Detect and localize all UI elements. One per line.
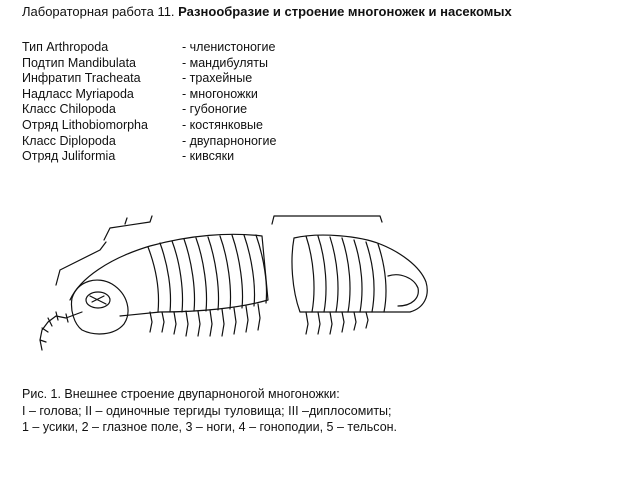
millipede-figure xyxy=(0,205,640,375)
taxonomy-row xyxy=(22,71,276,87)
taxon-latin: Инфратип Tracheata xyxy=(22,71,141,86)
taxon-russian: - трахейные xyxy=(182,71,253,86)
taxon-russian: - членистоногие xyxy=(182,40,276,54)
caption-line: 1 – усики, 2 – глазное поле, 3 – ноги, 4 – гонопoдии, 5 – тельсон. xyxy=(22,420,398,434)
telson xyxy=(388,275,418,306)
head-capsule xyxy=(71,280,128,334)
taxon-latin: Отряд Lithobiomorpha xyxy=(22,117,148,132)
taxon-russian: - мандибуляты xyxy=(182,55,268,70)
taxon-latin: Класс Diplopoda xyxy=(22,133,116,148)
millipede-front-drawing xyxy=(40,216,268,350)
taxon-russian: - губоногие xyxy=(182,102,248,117)
taxon-latin: Подтип Mandibulata xyxy=(22,55,137,70)
taxon-russian: - двупарноногие xyxy=(182,133,277,148)
front-legs xyxy=(150,304,260,336)
taxonomy-row xyxy=(22,118,276,134)
taxon-latin: Класс Chilopoda xyxy=(22,102,116,117)
page-title-main: Разнообразие и строение многоножек и насекомых xyxy=(178,4,512,19)
bracket-head xyxy=(56,242,106,285)
bracket-tergites xyxy=(104,216,152,240)
taxon-latin: Отряд Juliformia xyxy=(22,149,116,164)
taxonomy-list xyxy=(22,40,276,165)
taxonomy-row xyxy=(22,40,276,56)
caption-line: I – голова; II – одиночные тергиды туловища; III –диплосомиты; xyxy=(22,403,392,418)
bracket-tick xyxy=(125,218,127,224)
millipede-rear-drawing xyxy=(272,216,427,334)
taxonomy-row xyxy=(22,134,276,150)
taxon-latin: Тип Arthropoda xyxy=(22,40,109,54)
taxon-russian: - костянковые xyxy=(182,117,263,132)
page-title xyxy=(22,4,632,20)
rear-body-outline xyxy=(292,235,427,312)
taxonomy-row xyxy=(22,87,276,103)
taxonomy-row xyxy=(22,56,276,72)
bracket-diplosomites xyxy=(272,216,382,224)
taxonomy-row xyxy=(22,102,276,118)
taxonomy-row xyxy=(22,149,276,165)
rear-legs xyxy=(306,312,368,334)
taxon-russian: - многоножки xyxy=(182,86,258,101)
caption-line: Рис. 1. Внешнее строение двупарноногой многоножки: xyxy=(22,387,340,401)
page-title-prefix: Лабораторная работа 11. xyxy=(22,4,179,19)
figure-caption xyxy=(22,386,397,436)
taxon-latin: Надласс Myriapoda xyxy=(22,86,134,101)
taxon-russian: - кивсяки xyxy=(182,149,235,164)
